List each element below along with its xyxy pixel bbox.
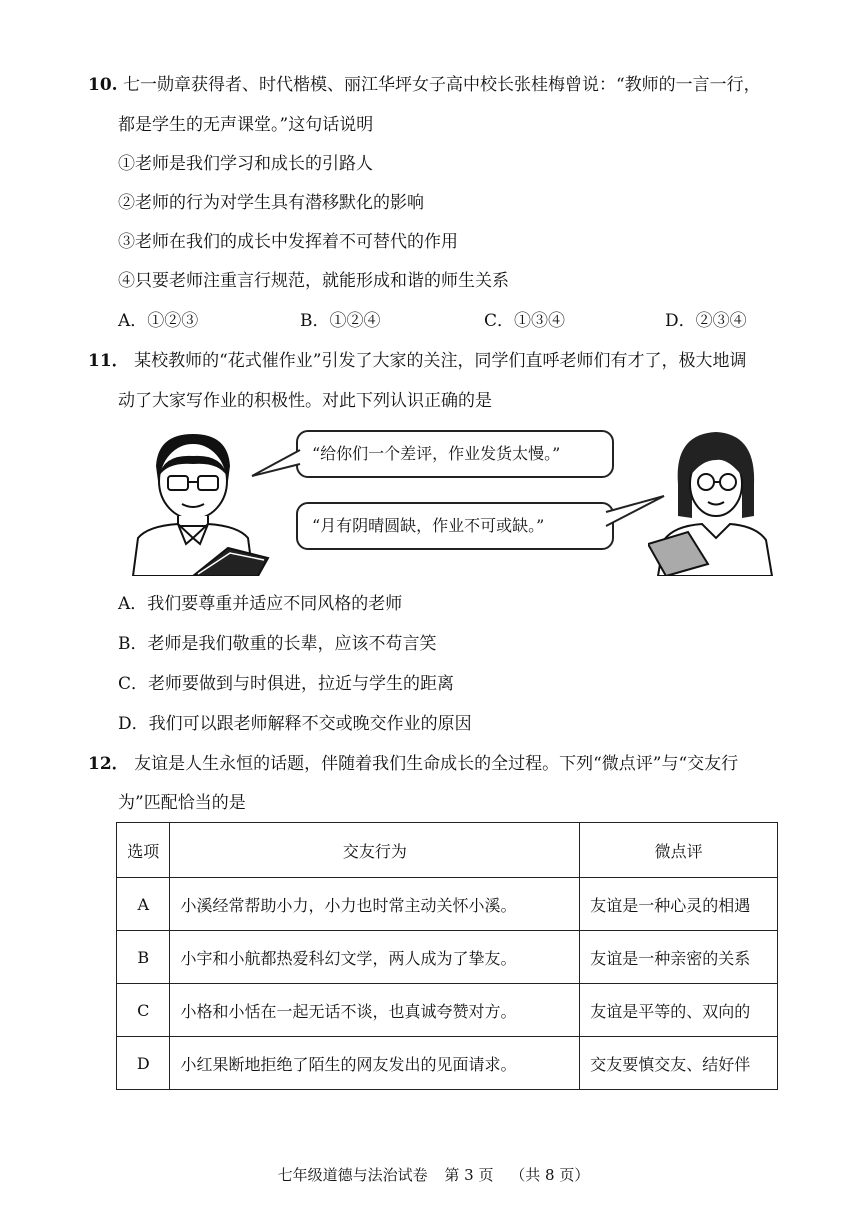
table-cell-comment: 友谊是一种亲密的关系: [580, 931, 778, 984]
table-row[interactable]: [117, 878, 778, 931]
table-cell-behavior: 小溪经常帮助小力，小力也时常主动关怀小溪。: [170, 878, 580, 931]
q12-stem-line2: 为”匹配恰当的是: [118, 793, 246, 813]
q11-option-c[interactable]: C．老师要做到与时俱进，拉近与学生的距离: [118, 674, 455, 694]
table-cell-behavior: 小红果断地拒绝了陌生的网友发出的见面请求。: [170, 1037, 580, 1090]
table-cell-comment: 交友要慎交友、结好伴: [580, 1037, 778, 1090]
table-cell-behavior: 小格和小恬在一起无话不谈，也真诚夸赞对方。: [170, 984, 580, 1037]
table-header-row: [117, 823, 778, 878]
q12-number: 12．: [88, 754, 129, 774]
table-cell-comment: 友谊是平等的、双向的: [580, 984, 778, 1037]
table-header-option: 选项: [117, 823, 170, 878]
q11-option-a[interactable]: A．我们要尊重并适应不同风格的老师: [118, 594, 403, 614]
q11-option-b[interactable]: B．老师是我们敬重的长辈，应该不苟言笑: [118, 634, 437, 654]
q10-statement-3: ③老师在我们的成长中发挥着不可替代的作用: [118, 232, 458, 252]
q11-number: 11．: [88, 351, 129, 371]
q10-stem-line1: 10. 七一勋章获得者、时代楷模、丽江华坪女子高中校长张桂梅曾说：“教师的一言一行，: [88, 75, 761, 95]
q10-statement-1: ①老师是我们学习和成长的引路人: [118, 154, 373, 174]
q10-option-b[interactable]: B．①②④: [300, 311, 381, 331]
footer-subject: 七年级道德与法治试卷: [277, 1166, 428, 1184]
friendship-table: [116, 822, 778, 1090]
speech-bubble-bottom: “月有阴晴圆缺，作业不可或缺。”: [296, 502, 614, 550]
table-row[interactable]: [117, 984, 778, 1037]
q12-stem-line1: 12． 友谊是人生永恒的话题，伴随着我们生命成长的全过程。下列“微点评”与“交友行: [88, 754, 739, 774]
q10-statement-2: ②老师的行为对学生具有潜移默化的影响: [118, 193, 424, 213]
page-footer: [0, 1164, 867, 1185]
q11-stem-line1: 11． 某校教师的“花式催作业”引发了大家的关注，同学们直呼老师们有才了，极大地调: [88, 351, 747, 371]
table-row[interactable]: [117, 931, 778, 984]
table-cell-option: B: [117, 931, 170, 984]
teacher-illustration: [118, 420, 778, 580]
q10-number: 10.: [88, 75, 118, 95]
table-header-behavior: 交友行为: [170, 823, 580, 878]
speech-bubble-top: “给你们一个差评，作业发货太慢。”: [296, 430, 614, 478]
q11-option-d[interactable]: D．我们可以跟老师解释不交或晚交作业的原因: [118, 714, 472, 734]
table-cell-option: D: [117, 1037, 170, 1090]
table-header-comment: 微点评: [580, 823, 778, 878]
table-cell-comment: 友谊是一种心灵的相遇: [580, 878, 778, 931]
footer-page-number: 第 3 页: [444, 1166, 494, 1184]
q10-option-a[interactable]: A．①②③: [118, 311, 199, 331]
table-cell-behavior: 小宇和小航都热爱科幻文学，两人成为了挚友。: [170, 931, 580, 984]
female-teacher-icon: [648, 424, 778, 576]
bubble-top-tail-icon: [250, 448, 302, 478]
table-cell-option: A: [117, 878, 170, 931]
q10-option-c[interactable]: C．①③④: [484, 311, 566, 331]
q10-stem-line2: 都是学生的无声课堂。”这句话说明: [118, 115, 374, 135]
q10-option-d[interactable]: D．②③④: [665, 311, 747, 331]
q11-stem-line2: 动了大家写作业的积极性。对此下列认识正确的是: [118, 391, 492, 411]
q10-statement-4: ④只要老师注重言行规范，就能形成和谐的师生关系: [118, 271, 509, 291]
footer-total-pages: （共 8 页）: [510, 1166, 590, 1184]
table-row[interactable]: [117, 1037, 778, 1090]
table-cell-option: C: [117, 984, 170, 1037]
